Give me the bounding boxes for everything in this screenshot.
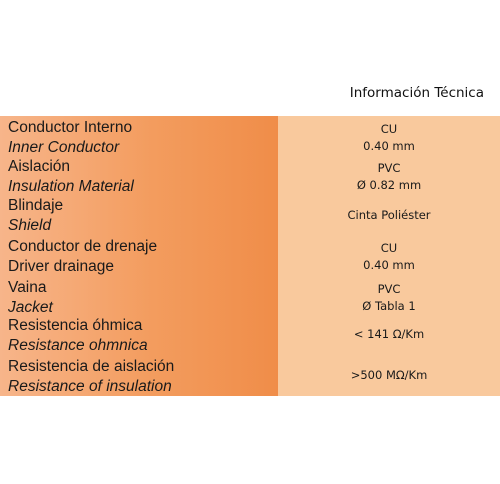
row-label	[8, 278, 53, 317]
value-line: < 141 Ω/Km	[353, 327, 425, 341]
value-line: 0.40 mm	[363, 139, 415, 153]
label-english: Driver drainage	[8, 257, 114, 275]
value-line: PVC	[377, 282, 401, 296]
label-spanish: Aislación	[8, 158, 71, 175]
row-value	[278, 160, 500, 194]
label-english: Resistance ohmnica	[8, 336, 148, 354]
label-english: Resistance of insulation	[8, 377, 172, 395]
label-spanish: Conductor Interno	[8, 119, 133, 136]
label-spanish: Blindaje	[8, 197, 64, 214]
page-title: Información Técnica	[349, 85, 484, 101]
row-value	[278, 121, 500, 155]
row-value	[278, 240, 500, 274]
technical-info-table	[0, 116, 500, 396]
value-line: >500 MΩ/Km	[350, 368, 428, 382]
value-line: Ø Tabla 1	[362, 299, 416, 313]
value-line: CU	[380, 122, 398, 136]
row-value	[278, 207, 500, 224]
value-line: PVC	[377, 161, 401, 175]
row-label	[8, 316, 148, 355]
row-label	[8, 357, 174, 396]
row-value	[278, 367, 500, 384]
value-line: Cinta Poliéster	[347, 208, 431, 222]
label-spanish: Conductor de drenaje	[8, 238, 158, 255]
label-spanish: Vaina	[8, 279, 47, 296]
row-label	[8, 157, 134, 196]
label-english: Jacket	[8, 298, 53, 316]
row-label	[8, 196, 63, 235]
row-label	[8, 237, 157, 276]
label-spanish: Resistencia de aislación	[8, 358, 175, 375]
row-value	[278, 281, 500, 315]
label-spanish: Resistencia óhmica	[8, 317, 143, 334]
label-english: Insulation Material	[8, 177, 134, 195]
value-line: CU	[380, 241, 398, 255]
value-line: 0.40 mm	[363, 258, 415, 272]
label-english: Inner Conductor	[8, 138, 120, 156]
label-english: Shield	[8, 216, 52, 234]
row-label	[8, 118, 132, 157]
value-line: Ø 0.82 mm	[356, 178, 422, 192]
row-value	[278, 326, 500, 343]
